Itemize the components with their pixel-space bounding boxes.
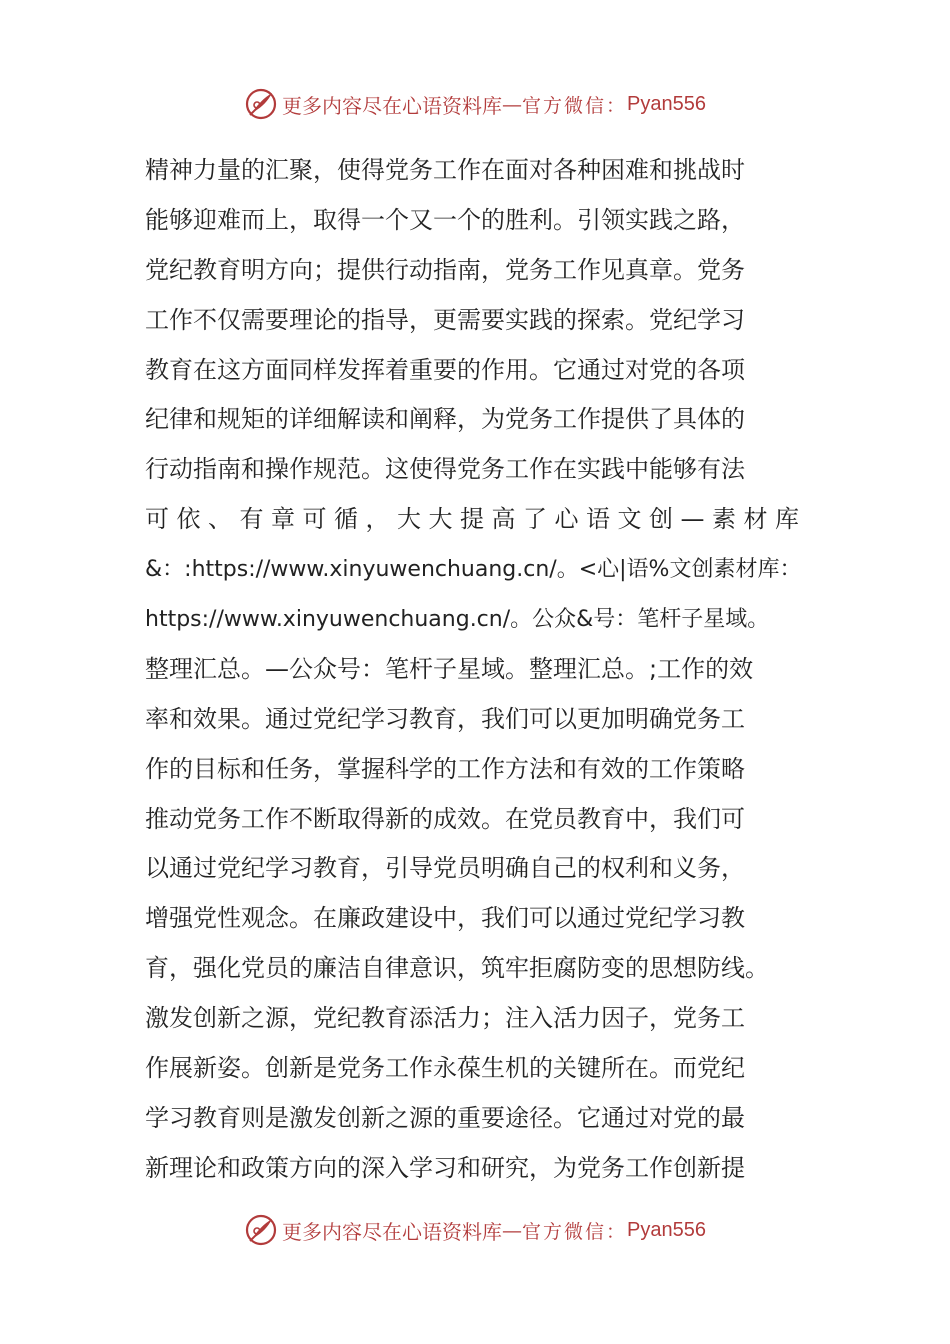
header-watermark bbox=[0, 84, 950, 124]
header-title: 更多内容尽在心语资料库 bbox=[282, 93, 502, 118]
footer-wechat-id: Pyan556 bbox=[627, 1218, 706, 1241]
text-line: 行动指南和操作规范。这使得党务工作在实践中能够有法 bbox=[145, 455, 745, 484]
quill-logo-icon bbox=[244, 87, 278, 121]
text-line: 作展新姿。创新是党务工作永葆生机的关键所在。而党纪 bbox=[145, 1054, 745, 1083]
text-line: 激发创新之源，党纪教育添活力；注入活力因子，党务工 bbox=[145, 1004, 745, 1033]
text-line: 增强党性观念。在廉政建设中，我们可以通过党纪学习教 bbox=[145, 904, 745, 933]
header-separator: — bbox=[502, 92, 522, 116]
text-line: 作的目标和任务，掌握科学的工作方法和有效的工作策略 bbox=[145, 754, 745, 783]
text-line: 学习教育则是激发创新之源的重要途径。它通过对党的最 bbox=[145, 1103, 745, 1132]
text-line: &：:https://www.xinyuwenchuang.cn/。<心|语%文创素材库： bbox=[145, 557, 802, 583]
text-line: 纪律和规矩的详细解读和阐释，为党务工作提供了具体的 bbox=[145, 405, 745, 434]
footer-separator: — bbox=[502, 1218, 522, 1242]
text-line: 可依、有章可循，大大提高了心语文创—素材库 bbox=[145, 505, 807, 534]
text-line: https://www.xinyuwenchuang.cn/。公众&号：笔杆子星域。 bbox=[145, 607, 770, 633]
text-line: 推动党务工作不断取得新的成效。在党员教育中，我们可 bbox=[145, 804, 745, 833]
body-text bbox=[145, 146, 810, 1194]
text-line: 精神力量的汇聚，使得党务工作在面对各种困难和挑战时 bbox=[145, 156, 745, 184]
text-line: 工作不仅需要理论的指导，更需要实践的探索。党纪学习 bbox=[145, 305, 745, 334]
header-wechat-id: Pyan556 bbox=[627, 92, 706, 115]
text-line: 教育在这方面同样发挥着重要的作用。它通过对党的各项 bbox=[145, 355, 745, 384]
text-line: 育，强化党员的廉洁自律意识，筑牢拒腐防变的思想防线。 bbox=[145, 954, 769, 983]
text-line: 新理论和政策方向的深入学习和研究，为党务工作创新提 bbox=[145, 1153, 745, 1182]
text-line: 党纪教育明方向；提供行动指南，党务工作见真章。党务 bbox=[145, 255, 745, 284]
text-line: 能够迎难而上，取得一个又一个的胜利。引领实践之路， bbox=[145, 205, 745, 234]
footer-title: 更多内容尽在心语资料库 bbox=[282, 1219, 502, 1244]
footer-watermark bbox=[0, 1210, 950, 1250]
text-line: 率和效果。通过党纪学习教育，我们可以更加明确党务工 bbox=[145, 704, 745, 733]
footer-official-label: 官方微信： bbox=[522, 1220, 628, 1243]
text-line: 整理汇总。—公众号：笔杆子星域。整理汇总。;工作的效 bbox=[145, 654, 754, 683]
header-official-label: 官方微信： bbox=[522, 94, 628, 117]
text-line: 以通过党纪学习教育，引导党员明确自己的权利和义务， bbox=[145, 854, 745, 883]
quill-logo-icon bbox=[244, 1213, 278, 1247]
